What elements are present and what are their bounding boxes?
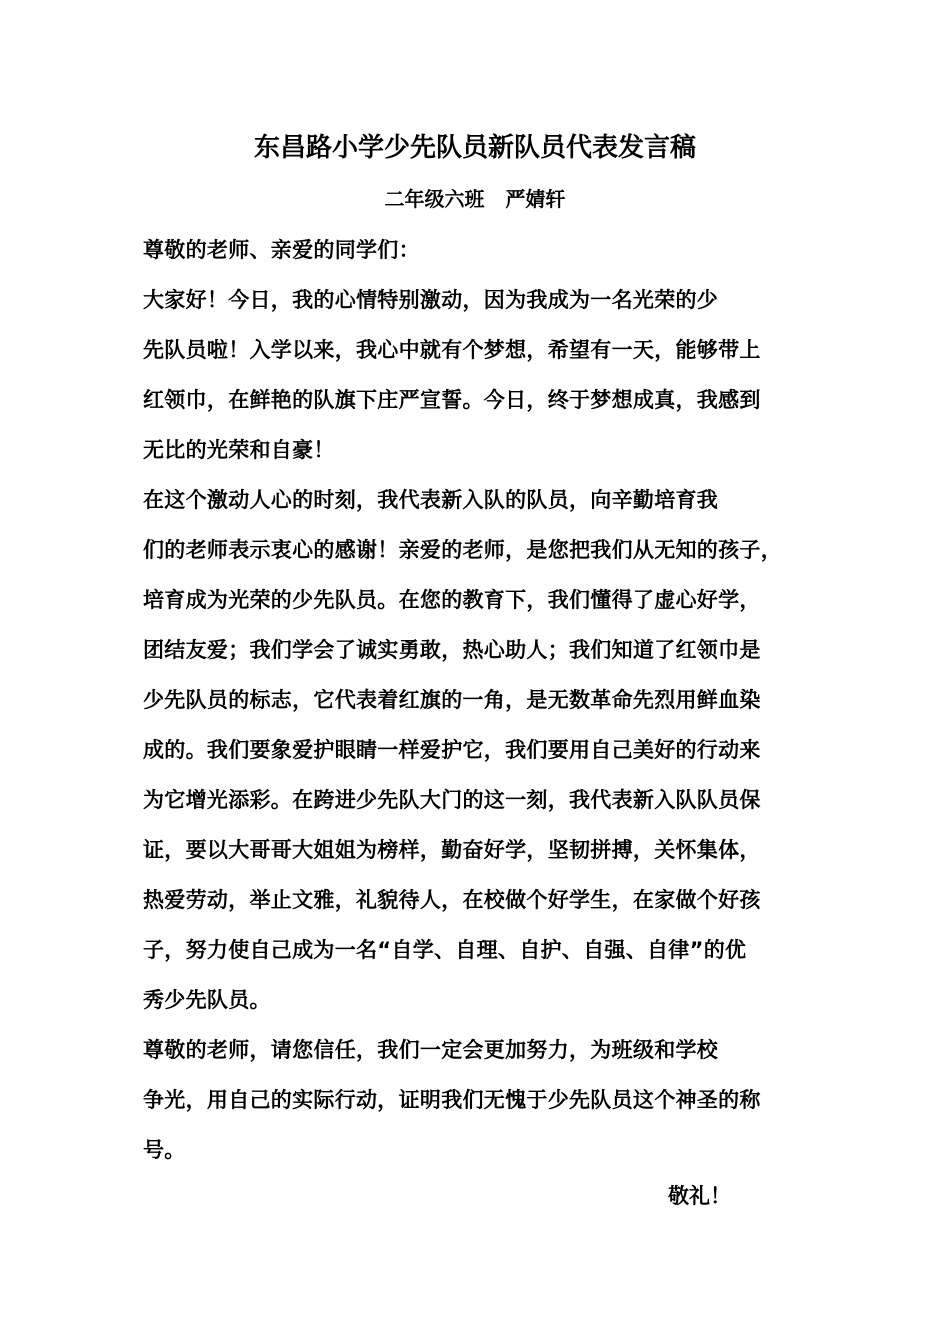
text-line: 秀少先队员。 (143, 988, 271, 1012)
text-line: 子，努力使自己成为一名“自学、自理、自护、自强、自律”的优 (143, 938, 747, 962)
text-line: 们的老师表示衷心的感谢！亲爱的老师，是您把我们从无知的孩子， (143, 538, 782, 562)
text-line: 红领巾，在鲜艳的队旗下庄严宣誓。今日，终于梦想成真，我感到 (143, 388, 761, 412)
text-line: 热爱劳动，举止文雅，礼貌待人，在校做个好学生，在家做个好孩 (143, 888, 761, 912)
text-line: 证，要以大哥哥大姐姐为榜样，勤奋好学，坚韧拼搏，关怀集体， (143, 838, 761, 862)
document-byline: 二年级六班 严婧轩 (384, 187, 566, 211)
text-line: 尊敬的老师，请您信任，我们一定会更加努力，为班级和学校 (143, 1038, 719, 1062)
text-line: 为它增光添彩。在跨进少先队大门的这一刻，我代表新入队队员保 (143, 788, 761, 812)
closing-salute: 敬礼！ (668, 1184, 731, 1208)
text-line: 大家好！今日，我的心情特别激动，因为我成为一名光荣的少 (143, 288, 719, 312)
salutation-line: 尊敬的老师、亲爱的同学们： (143, 238, 420, 262)
text-line: 团结友爱；我们学会了诚实勇敢，热心助人；我们知道了红领巾是 (143, 638, 761, 662)
text-line: 号。 (143, 1138, 186, 1162)
document-title: 东昌路小学少先队员新队员代表发言稿 (253, 133, 696, 163)
text-line: 成的。我们要象爱护眼睛一样爱护它，我们要用自己美好的行动来 (143, 738, 761, 762)
text-line: 少先队员的标志，它代表着红旗的一角，是无数革命先烈用鲜血染 (143, 688, 761, 712)
text-line: 先队员啦！入学以来，我心中就有个梦想，希望有一天，能够带上 (143, 338, 761, 362)
text-line: 在这个激动人心的时刻，我代表新入队的队员，向辛勤培育我 (143, 488, 719, 512)
text-line: 争光，用自己的实际行动，证明我们无愧于少先队员这个神圣的称 (143, 1088, 761, 1112)
text-line: 培育成为光荣的少先队员。在您的教育下，我们懂得了虚心好学， (143, 588, 761, 612)
text-line: 无比的光荣和自豪！ (143, 438, 335, 462)
